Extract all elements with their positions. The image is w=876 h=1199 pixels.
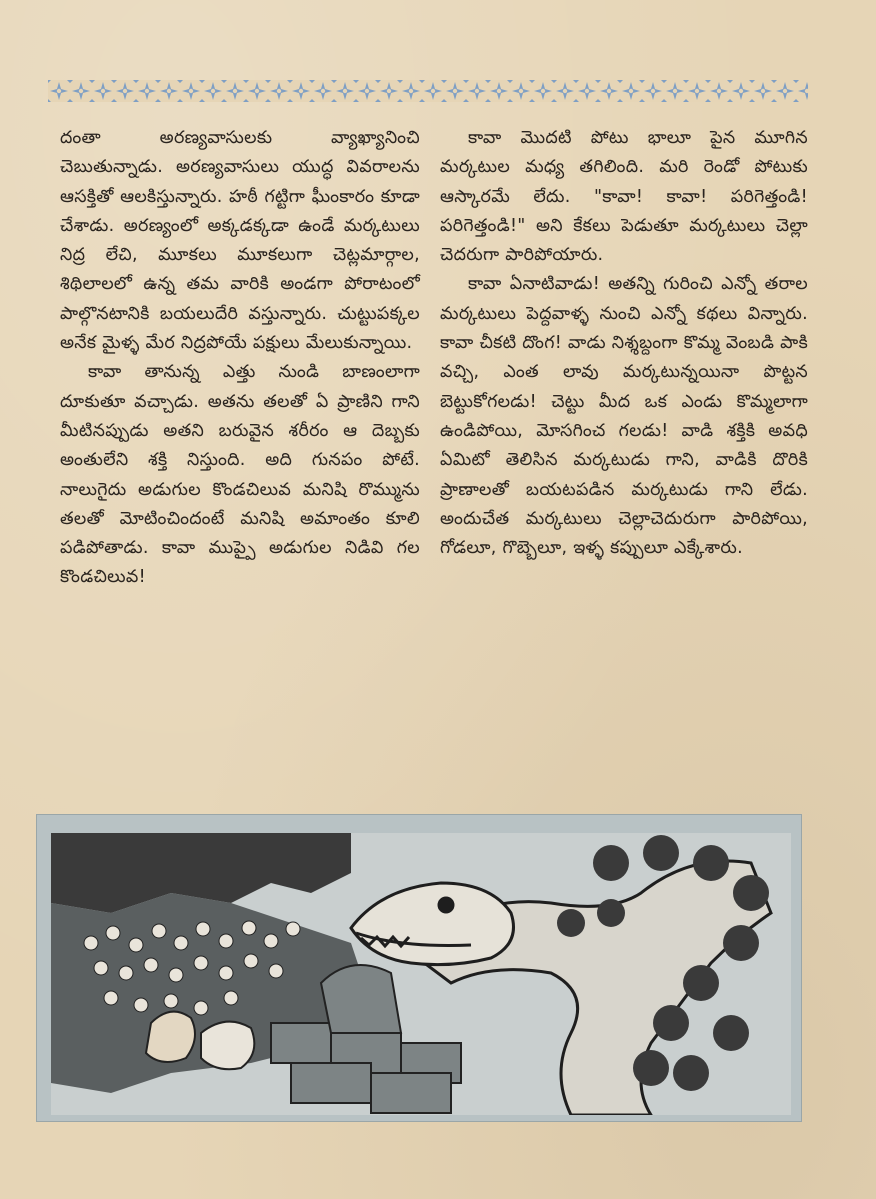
python-attack-illustration	[51, 833, 791, 1115]
illustration-panel	[36, 814, 802, 1122]
decorative-border	[48, 80, 808, 102]
paragraph: కావా మొదటి పోటు భాలూ పైన మూగిన మర్కటుల మధ్య తగిలింది. మరి రెండో పోటుకు ఆస్కారమే లేదు. "కావా! కావా! పరిగెత్తండి! పరిగెత్తండి!" అని కేకలు పెడుతూ మర్కటులు చెల్లా చెదరుగా పారిపోయారు.	[440, 128, 808, 266]
paragraph: కావా ఏనాటివాడు! అతన్ని గురించి ఎన్నో తరాల మర్కటులు పెద్దవాళ్ళ నుంచి ఎన్నో కథలు విన్నారు. కావా చీకటి దొంగ! వాడు నిశ్శబ్దంగా కొమ్మ వెంబడి పాకి వచ్చి, ఎంత లావు మర్కటున్నయినా పొట్టన బెట్టుకోగలడు! చెట్టు మీద ఒక ఎండు కొమ్మలాగా ఉండిపోయి, మోసగించ గలడు! వాడి శక్తికి అవధి ఏమిటో తెలిసిన మర్కటుడు గాని, వాడికి దొరికి ప్రాణాలతో బయటపడిన మర్కటుడు గాని లేడు. అందుచేత మర్కటులు చెల్లాచెదురుగా పారిపోయి, గోడలూ, గొబ్బెలూ, ఇళ్ళ కప్పులూ ఎక్కేశారు.	[440, 274, 808, 559]
star-pattern-border	[48, 80, 808, 102]
right-text-column	[440, 124, 808, 563]
paragraph: కావా తానున్న ఎత్తు నుండి బాణంలాగా దూకుతూ వచ్చాడు. అతను తలతో ఏ ప్రాణిని గాని మీటినప్పుడు అతని బరువైన శరీరం ఆ దెబ్బకు అంతులేని శక్తి నిస్తుంది. అది గునపం పోటే. నాలుగైదు అడుగుల కొండచిలువ మనిషి రొమ్మును తలతో మోటించిందంటే మనిషి అమాంతం కూలి పడిపోతాడు. కావా ముప్పై అడుగుల నిడివి గల కొండచిలువ!	[60, 362, 420, 588]
left-text-column	[60, 124, 420, 593]
paragraph: దంతా అరణ్యవాసులకు వ్యాఖ్యానించి చెబుతున్నాడు. అరణ్యవాసులు యుద్ధ వివరాలను ఆసక్తితో ఆలకిస్తున్నారు. హఠీ గట్టిగా ఘీంకారం కూడా చేశాడు. అరణ్యంలో అక్కడక్కడా ఉండే మర్కటులు నిద్ర లేచి, మూకలు మూకలుగా చెట్లమార్గాల, శిథిలాలలో ఉన్న తమ వారికి అండగా పోరాటంలో పాల్గొనటానికి బయలుదేరి వస్తున్నారు. చుట్టుపక్కల అనేక మైళ్ళ మేర నిద్రపోయే పక్షులు మేలుకున్నాయి.	[60, 128, 420, 354]
